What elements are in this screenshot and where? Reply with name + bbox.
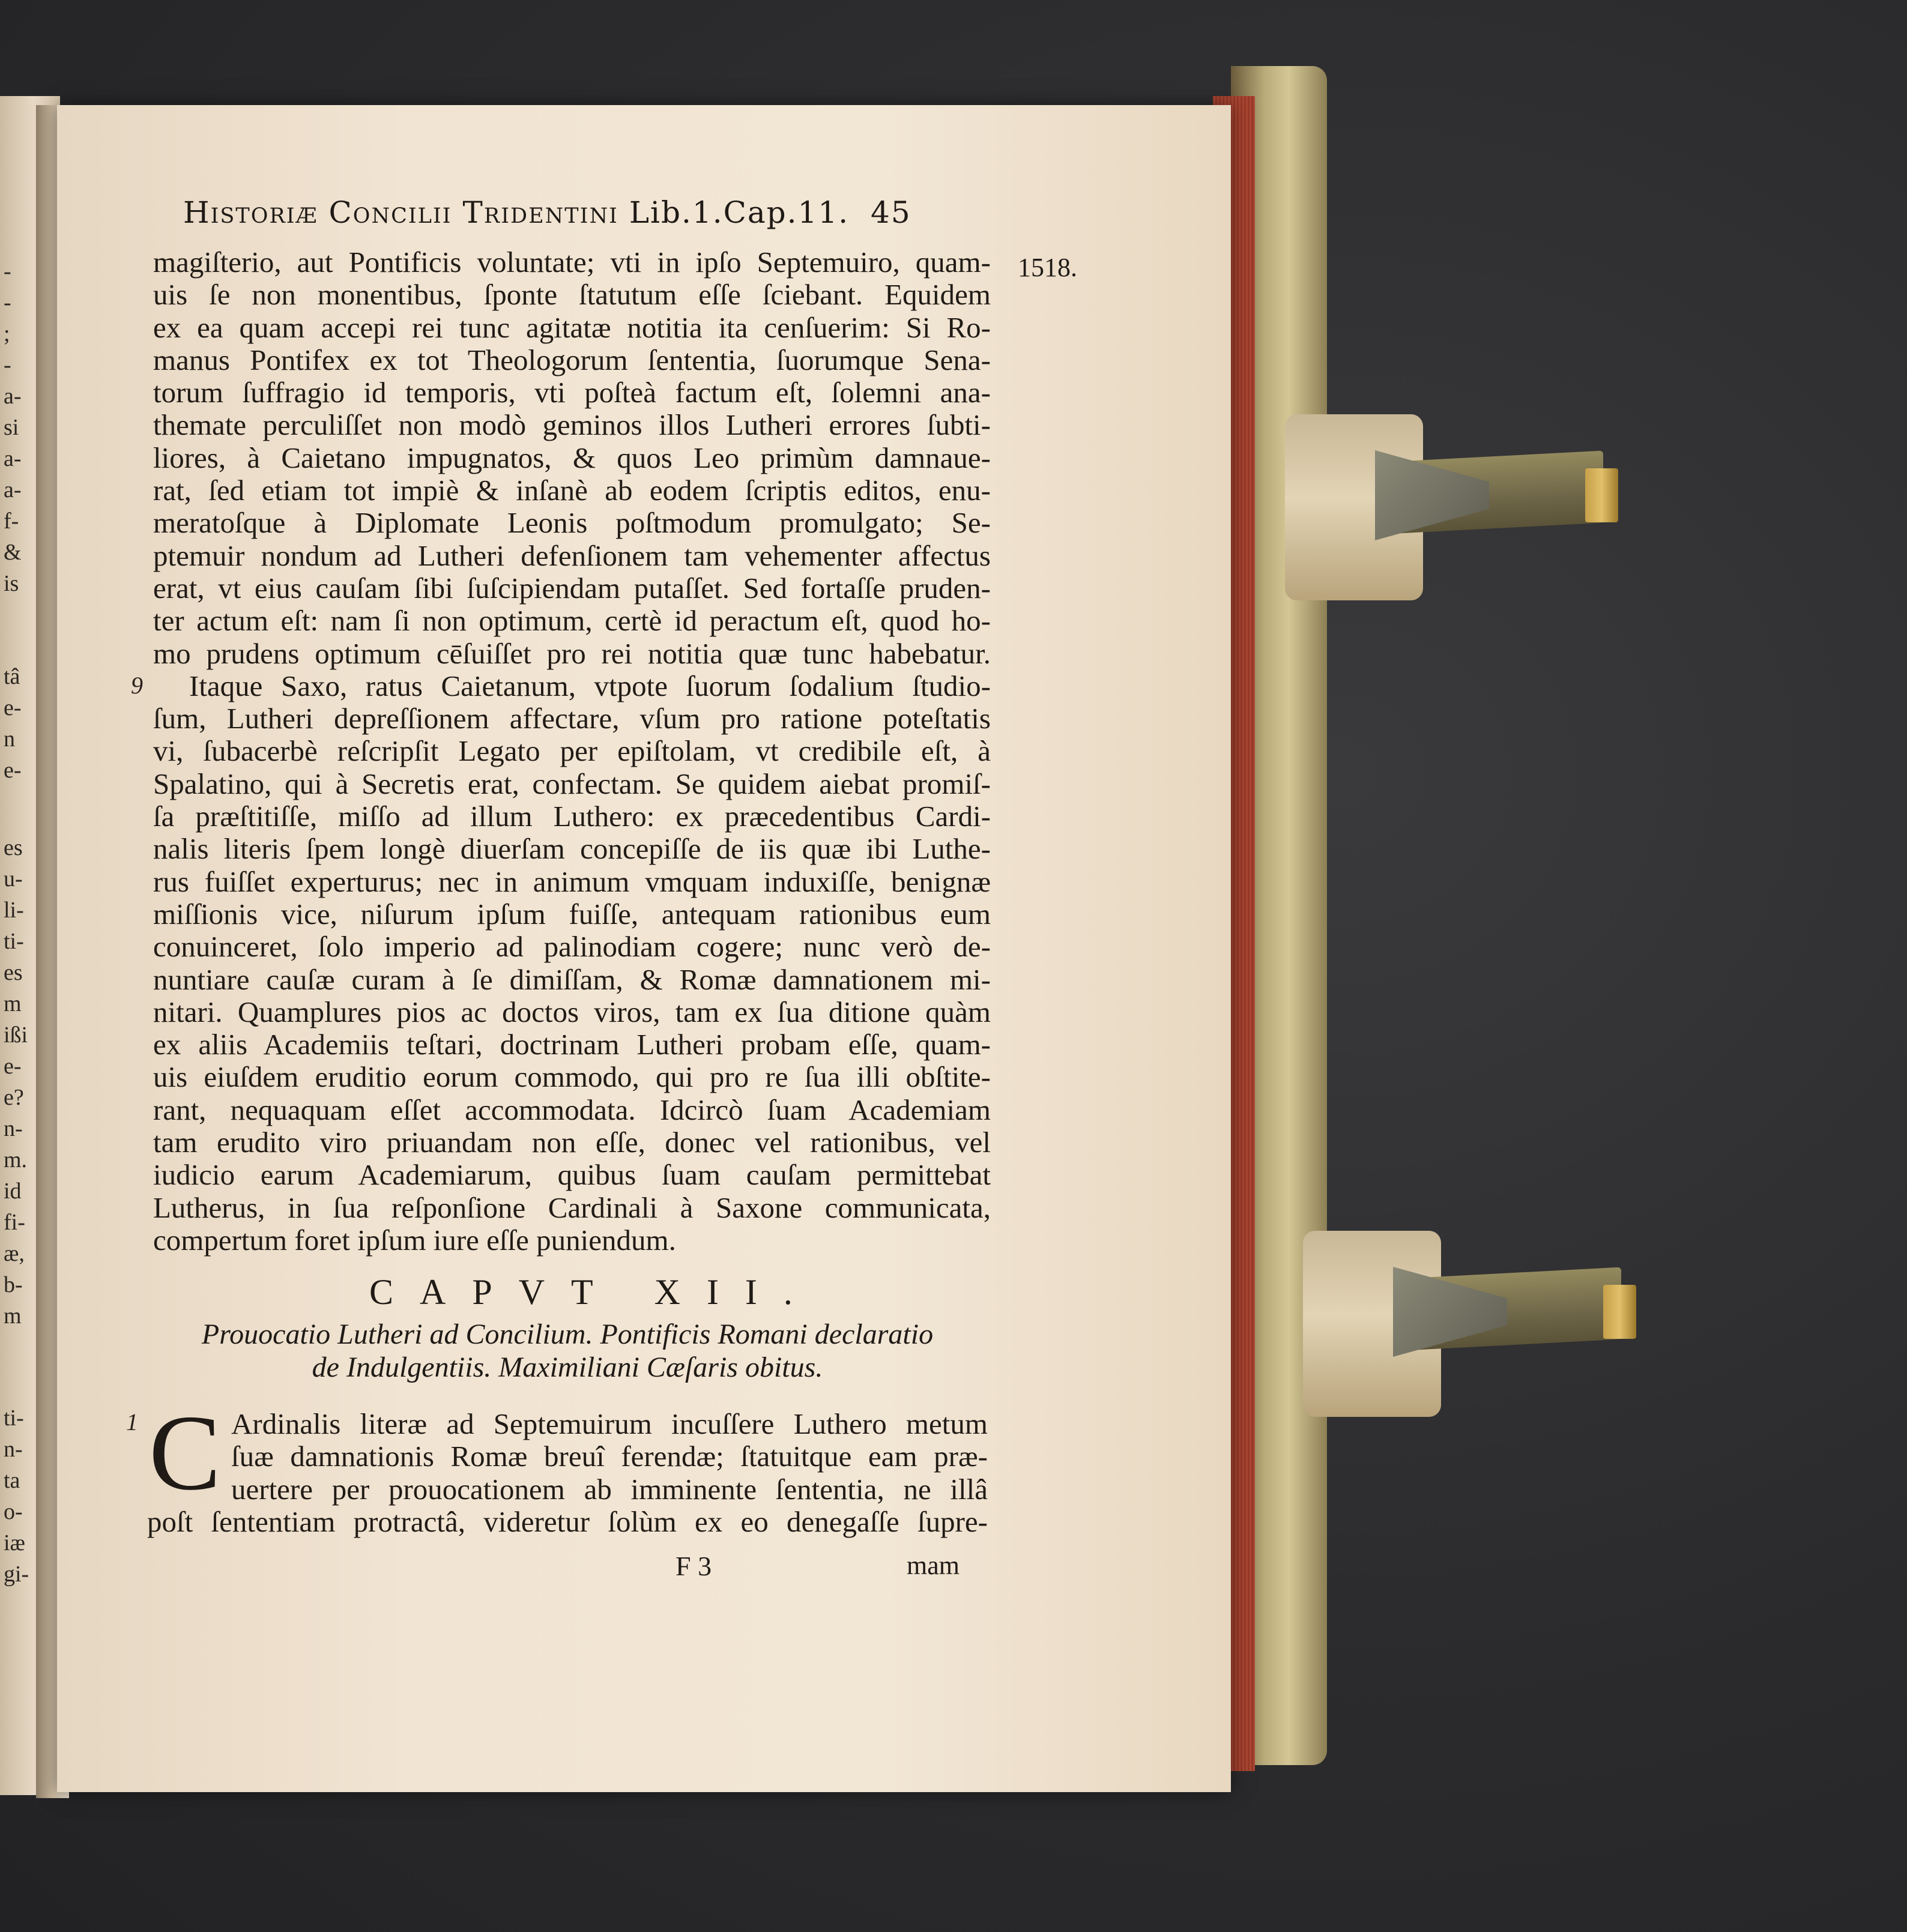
text-line: nuntiare cauſæ curam à ſe dimiſſam, & Romæ damnationem mi- xyxy=(153,962,991,996)
text-line: ſum, Lutheri depreſſionem affectare, vſum pro ratione poteſtatis xyxy=(153,702,991,735)
text-line: erat, vt eius cauſam ſibi ſuſcipiendam putaſſet. Sed fortaſſe pruden- xyxy=(153,571,991,605)
chapter-text xyxy=(147,1393,988,1538)
text-line: ſuæ damnationis Romæ breuî ferendæ; ſtatuitque eam præ- xyxy=(231,1440,988,1473)
text-line: compertum foret ipſum iure eſſe puniendum. xyxy=(153,1223,676,1257)
text-line: rant, nequaquam eſſet accommodata. Idcircò ſuam Academiam xyxy=(153,1093,991,1126)
fragment: e- xyxy=(4,1054,22,1079)
body-text xyxy=(153,246,991,1257)
fragment: ißi xyxy=(4,1022,28,1048)
text-line: Spalatino, qui à Secretis erat, confectam. Se quidem aiebat promiſ- xyxy=(153,767,991,800)
chapter-summary-line: Prouocatio Lutheri ad Concilium. Pontificis Romani declaratio xyxy=(201,1318,934,1350)
fragment: - xyxy=(4,259,11,284)
text-line: Itaque Saxo, ratus Caietanum, vtpote ſuorum ſodalium ſtudio- xyxy=(189,669,991,702)
fragment: n- xyxy=(4,1437,23,1462)
paragraph-number: 9 xyxy=(131,672,143,699)
text-line: Ardinalis literæ ad Septemuirum incuſſere Luthero metum xyxy=(231,1407,988,1440)
signature-mark: F 3 xyxy=(675,1551,712,1581)
fragment: ta xyxy=(4,1468,20,1493)
text-line: mo prudens optimum cēſuiſſet pro rei notitia quæ tunc habebatur. xyxy=(153,636,991,670)
fragment: ti- xyxy=(4,1405,24,1431)
fragment: ti- xyxy=(4,929,24,954)
chapter-summary-line: de Indulgentiis. Maximiliani Cæſaris obitus. xyxy=(312,1351,823,1383)
fragment: si xyxy=(4,415,19,440)
text-line: nalis literis ſpem longè diuerſam concepiſſe de iis quæ ibi Luthe- xyxy=(153,832,991,866)
text-line: rus fuiſſet experturus; nec in animum vmquam induxiſſe, benignæ xyxy=(153,865,991,898)
fragment: f- xyxy=(4,509,19,534)
text-line: uis eiuſdem eruditio eorum commodo, qui pro re ſua illi obſtite- xyxy=(153,1060,991,1094)
text-line: torum ſuffragio id temporis, vti poſteà factum eſt, ſolemni ana- xyxy=(153,376,991,409)
fragment: n xyxy=(4,726,15,752)
fragment: m xyxy=(4,1303,22,1329)
text-line: ex aliis Academiis teſtari, doctrinam Lutheri probam eſſe, quam- xyxy=(153,1028,991,1061)
running-head-chapter: Lib.1.Cap.11. xyxy=(629,195,850,230)
fragment: u- xyxy=(4,866,23,892)
fragment: & xyxy=(4,540,22,565)
text-line: poſt ſententiam protractâ, videretur ſolùm ex eo denegaſſe ſupre- xyxy=(147,1505,988,1538)
chapter-title: CAPVT XII. xyxy=(369,1272,819,1312)
chapter-summary xyxy=(144,1318,991,1384)
drop-cap: C xyxy=(149,1393,222,1512)
fragment: o- xyxy=(4,1499,23,1524)
text-line: uis ſe non monentibus, ſponte ſtatutum eſſe ſciebant. Equidem xyxy=(153,278,991,312)
fragment: es xyxy=(4,835,23,860)
text-line: vi, ſubacerbè reſcripſit Legato per epiſtolam, vt credibile eſt, à xyxy=(153,734,991,768)
text-line: nitari. Quamplures pios ac doctos viros, tam ex ſua ditione quàm xyxy=(153,995,991,1028)
fragment: li- xyxy=(4,898,24,923)
fragment: - xyxy=(4,352,11,378)
catchword: mam xyxy=(907,1551,960,1580)
fragment: a- xyxy=(4,384,22,409)
fragment: - xyxy=(4,290,11,315)
fragment: fi- xyxy=(4,1210,25,1235)
fragment: æ, xyxy=(4,1241,25,1266)
text-line: tam erudito viro priuandam non eſſe, donec vel rationibus, vel xyxy=(153,1126,991,1159)
text-line: manus Pontifex ex tot Theologorum ſententia, ſuorumque Sena- xyxy=(153,343,991,376)
text-line: miſſionis vice, niſurum ipſum fuiſſe, antequam rationibus eum xyxy=(153,897,991,931)
text-line: uertere per prouocationem ab imminente ſententia, ne illâ xyxy=(231,1472,988,1506)
fragment: a- xyxy=(4,446,22,471)
text-line: ptemuir nondum ad Lutheri defenſionem tam vehementer affectus xyxy=(153,539,991,572)
text-line: ex ea quam accepi rei tunc agitatæ notitia ita cenſuerim: Si Ro- xyxy=(153,310,991,344)
fragment: tâ xyxy=(4,664,20,689)
fragment: gi- xyxy=(4,1562,29,1587)
text-line: ter actum eſt: nam ſi non optimum, certè id peractum eſt, quod ho- xyxy=(153,604,991,638)
text-line: meratoſque à Diplomate Leonis poſtmodum promulgato; Se- xyxy=(153,506,991,540)
fragment: a- xyxy=(4,477,22,503)
text-line: magiſterio, aut Pontificis voluntate; vti in ipſo Septemuiro, quam- xyxy=(153,246,991,279)
fragment: is xyxy=(4,571,19,596)
fragment: m xyxy=(4,991,22,1016)
text-line: rat, ſed etiam tot impiè & inſanè ab eodem ſcriptis editos, enu- xyxy=(153,474,991,507)
text-line: ſa præſtitiſſe, miſſo ad illum Luthero: ex præcedentibus Cardi- xyxy=(153,800,991,833)
text-line: Lutherus, in ſua reſponſione Cardinali à Saxone communicata, xyxy=(153,1191,991,1224)
fragment: e? xyxy=(4,1085,24,1110)
text-line: iudicio earum Academiarum, quibus ſuam cauſam permittebat xyxy=(153,1158,991,1192)
running-head xyxy=(183,195,1000,230)
text-line: liores, à Caietano impugnatos, & quos Leo primùm damnaue- xyxy=(153,441,991,474)
paragraph-number: 1 xyxy=(126,1408,138,1435)
fragment: es xyxy=(4,960,23,985)
fragment: id xyxy=(4,1179,22,1204)
fragment: ; xyxy=(4,321,10,346)
fragment: e- xyxy=(4,758,22,783)
text-line: themate perculiſſet non modò geminos illos Lutheri errores ſubti- xyxy=(153,408,991,442)
fragment: iæ xyxy=(4,1530,25,1556)
book-clasp-upper xyxy=(1285,414,1621,600)
fragment: b- xyxy=(4,1272,23,1297)
year-margin-note: 1518. xyxy=(1018,253,1077,282)
text-line: conuinceret, ſolo imperio ad palinodiam cogere; nunc verò de- xyxy=(153,930,991,964)
page-number: 45 xyxy=(871,195,911,230)
fragment: n- xyxy=(4,1116,23,1141)
running-head-title: Historiæ Concilii Tridentini xyxy=(183,195,618,230)
book-clasp-lower xyxy=(1303,1231,1639,1417)
fragment: e- xyxy=(4,695,22,720)
fragment: m. xyxy=(4,1147,28,1173)
